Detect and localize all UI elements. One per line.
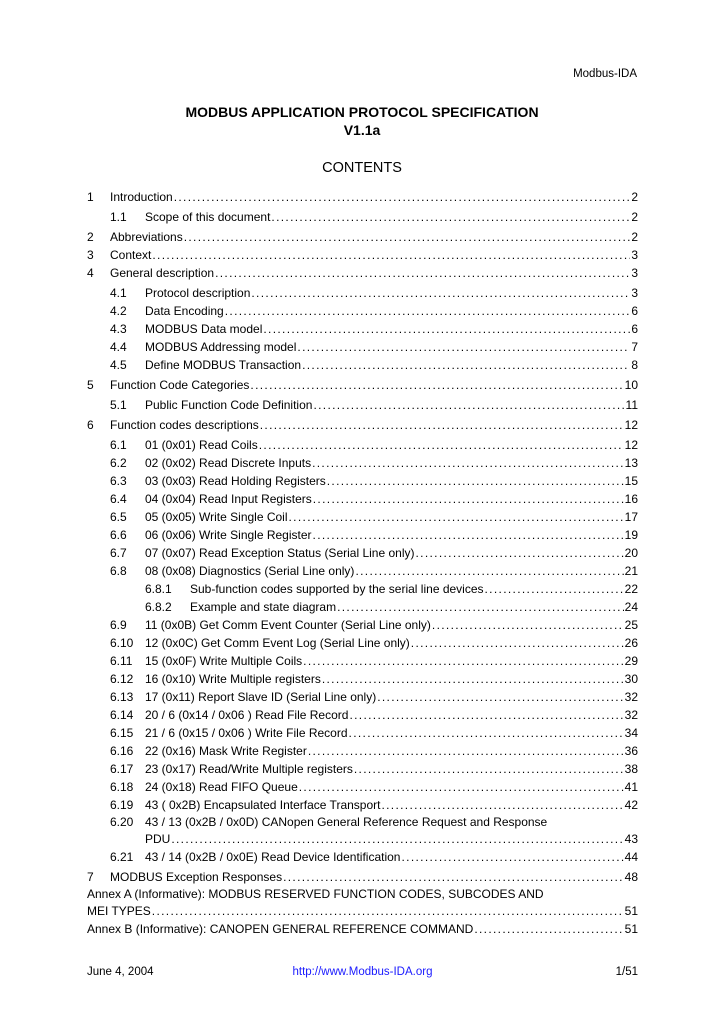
- toc-entry-page: 36: [624, 744, 638, 758]
- toc-entry-title: Function codes descriptions: [110, 418, 259, 432]
- toc-entry-title: Abbreviations: [110, 230, 183, 244]
- toc-leader-dots: [432, 616, 624, 634]
- toc-entry-number: 7: [87, 870, 94, 884]
- toc-entry-number: 6.1: [110, 438, 127, 452]
- toc-leader-dots: [171, 830, 623, 848]
- toc-entry[interactable]: [87, 598, 638, 616]
- toc-entry[interactable]: [87, 490, 638, 508]
- toc-entry-page: 2: [631, 190, 638, 204]
- toc-entry-title: Introduction: [110, 190, 173, 204]
- toc-entry-page: 26: [624, 636, 638, 650]
- toc-entry[interactable]: [87, 742, 638, 760]
- toc-leader-dots: [411, 634, 624, 652]
- table-of-contents: [87, 188, 638, 938]
- footer-page-number: 1/51: [615, 966, 638, 978]
- toc-entry-number: 1: [87, 190, 94, 204]
- toc-entry[interactable]: [87, 302, 638, 320]
- toc-entry-title: Public Function Code Definition: [145, 398, 313, 412]
- toc-entry-title: 05 (0x05) Write Single Coil: [145, 510, 288, 524]
- toc-leader-dots: [215, 264, 630, 282]
- toc-leader-dots: [271, 208, 630, 226]
- toc-entry-page: 7: [631, 340, 638, 354]
- toc-entry-number: 3: [87, 248, 94, 262]
- toc-entry[interactable]: [87, 634, 638, 652]
- toc-entry-title: 06 (0x06) Write Single Register: [145, 528, 312, 542]
- toc-entry-number: 6.17: [110, 762, 134, 776]
- toc-entry-number: 6.16: [110, 744, 134, 758]
- toc-entry-title: 03 (0x03) Read Holding Registers: [145, 474, 326, 488]
- toc-entry-page: 12: [624, 418, 638, 432]
- toc-entry[interactable]: [87, 652, 638, 670]
- toc-entry-number: 6.5: [110, 510, 127, 524]
- toc-leader-dots: [303, 652, 623, 670]
- toc-entry-title: MEI TYPES: [87, 904, 151, 918]
- toc-leader-dots: [312, 454, 624, 472]
- toc-entry[interactable]: [87, 670, 638, 688]
- toc-entry-number: 6.20: [110, 815, 134, 829]
- toc-entry-title: Data Encoding: [145, 304, 224, 318]
- toc-entry[interactable]: [87, 436, 638, 454]
- toc-entry-page: 51: [624, 922, 638, 936]
- toc-leader-dots: [152, 902, 624, 920]
- toc-entry[interactable]: [87, 208, 638, 226]
- toc-entry-number: 5.1: [110, 398, 127, 412]
- toc-entry-number: 6.9: [110, 618, 127, 632]
- toc-entry-title: Protocol description: [145, 286, 251, 300]
- toc-entry[interactable]: [87, 338, 638, 356]
- toc-leader-dots: [377, 688, 623, 706]
- toc-entry-number: 6.18: [110, 780, 134, 794]
- toc-leader-dots: [313, 526, 624, 544]
- toc-leader-dots: [283, 868, 624, 886]
- toc-entry-number: 4.1: [110, 286, 127, 300]
- toc-leader-dots: [263, 320, 630, 338]
- toc-entry-page: 38: [624, 762, 638, 776]
- toc-entry-page: 16: [624, 492, 638, 506]
- toc-entry-title: 02 (0x02) Read Discrete Inputs: [145, 456, 312, 470]
- toc-entry-page: 30: [624, 672, 638, 686]
- toc-entry-number: 2: [87, 230, 94, 244]
- toc-entry-page: 41: [624, 780, 638, 794]
- toc-entry-title: 12 (0x0C) Get Comm Event Log (Serial Line only): [145, 636, 410, 650]
- toc-entry-page: 13: [624, 456, 638, 470]
- toc-entry-title: 22 (0x16) Mask Write Register: [145, 744, 307, 758]
- toc-leader-dots: [299, 778, 624, 796]
- toc-entry-title: MODBUS Exception Responses: [110, 870, 283, 884]
- contents-heading: CONTENTS: [322, 160, 402, 176]
- toc-entry-number: 6.12: [110, 672, 134, 686]
- toc-entry[interactable]: [87, 886, 638, 920]
- toc-entry-page: 19: [624, 528, 638, 542]
- toc-entry-page: 48: [624, 870, 638, 884]
- toc-entry-title: MODBUS Data model: [145, 322, 263, 336]
- toc-entry-page: 32: [624, 690, 638, 704]
- toc-entry-title: 07 (0x07) Read Exception Status (Serial Line only): [145, 546, 415, 560]
- toc-entry[interactable]: [87, 264, 638, 282]
- toc-entry[interactable]: [87, 508, 638, 526]
- toc-entry[interactable]: [87, 920, 638, 938]
- toc-entry-page: 22: [624, 582, 638, 596]
- toc-entry-number: 6.11: [110, 654, 133, 668]
- toc-leader-dots: [337, 598, 624, 616]
- toc-entry-page: 8: [631, 358, 638, 372]
- toc-entry-page: 6: [631, 304, 638, 318]
- toc-entry[interactable]: [87, 472, 638, 490]
- toc-entry-number: 6.6: [110, 528, 127, 542]
- toc-entry[interactable]: [87, 814, 638, 848]
- toc-entry-title: General description: [110, 266, 215, 280]
- toc-entry-title: 43 / 14 (0x2B / 0x0E) Read Device Identification: [145, 850, 401, 864]
- toc-entry-page: 21: [624, 564, 638, 578]
- toc-leader-dots: [297, 338, 630, 356]
- toc-entry-title-line1: Annex A (Informative): MODBUS RESERVED FUNCTION CODES, SUBCODES AND: [87, 887, 544, 901]
- toc-entry[interactable]: [87, 688, 638, 706]
- toc-entry-page: 10: [624, 378, 638, 392]
- toc-entry-title: 17 (0x11) Report Slave ID (Serial Line only): [145, 690, 377, 704]
- toc-entry-number: 5: [87, 378, 94, 392]
- toc-entry-page: 3: [631, 248, 638, 262]
- toc-leader-dots: [355, 562, 623, 580]
- toc-leader-dots: [225, 302, 631, 320]
- toc-entry-number: 6.21: [110, 850, 134, 864]
- toc-entry[interactable]: [87, 706, 638, 724]
- toc-entry-page: 44: [624, 850, 638, 864]
- toc-entry-number: 6.19: [110, 798, 134, 812]
- toc-entry[interactable]: [87, 868, 638, 886]
- toc-entry-page: 51: [624, 904, 638, 918]
- toc-leader-dots: [174, 188, 631, 206]
- toc-entry-number: 6.15: [110, 726, 134, 740]
- toc-entry-number: 4.4: [110, 340, 127, 354]
- toc-entry-number: 4.2: [110, 304, 127, 318]
- toc-entry-title: 43 ( 0x2B) Encapsulated Interface Transport: [145, 798, 381, 812]
- toc-entry-title: 23 (0x17) Read/Write Multiple registers: [145, 762, 353, 776]
- toc-entry-number: 6.2: [110, 456, 127, 470]
- toc-entry-number: 6.7: [110, 546, 127, 560]
- toc-leader-dots: [259, 436, 624, 454]
- toc-entry[interactable]: [87, 778, 638, 796]
- toc-entry-page: 29: [624, 654, 638, 668]
- toc-entry[interactable]: [87, 454, 638, 472]
- toc-entry-title: 20 / 6 (0x14 / 0x06 ) Read File Record: [145, 708, 349, 722]
- toc-entry-number: 6.13: [110, 690, 134, 704]
- toc-entry-number: 6.14: [110, 708, 134, 722]
- toc-entry[interactable]: [87, 760, 638, 778]
- toc-entry-page: 17: [624, 510, 638, 524]
- toc-entry-page: 34: [624, 726, 638, 740]
- toc-entry-page: 24: [624, 600, 638, 614]
- toc-entry-number: 6.3: [110, 474, 127, 488]
- toc-entry-number: 4.5: [110, 358, 127, 372]
- toc-entry-page: 2: [631, 230, 638, 244]
- toc-entry-page: 32: [624, 708, 638, 722]
- toc-entry-title: PDU: [145, 832, 171, 846]
- toc-entry-page: 11: [625, 398, 638, 412]
- toc-entry[interactable]: [87, 796, 638, 814]
- toc-leader-dots: [184, 228, 631, 246]
- toc-entry-page: 2: [631, 210, 638, 224]
- toc-entry[interactable]: [87, 526, 638, 544]
- toc-entry[interactable]: [87, 724, 638, 742]
- toc-entry-page: 6: [631, 322, 638, 336]
- toc-leader-dots: [327, 472, 624, 490]
- toc-entry-number: 6.4: [110, 492, 127, 506]
- document-title: [0, 103, 724, 139]
- toc-entry-title: 15 (0x0F) Write Multiple Coils: [145, 654, 303, 668]
- toc-leader-dots: [474, 920, 623, 938]
- toc-entry-title: 21 / 6 (0x15 / 0x06 ) Write File Record: [145, 726, 348, 740]
- toc-leader-dots: [251, 284, 630, 302]
- toc-entry[interactable]: [87, 562, 638, 580]
- toc-leader-dots: [401, 848, 623, 866]
- toc-entry-page: 3: [631, 266, 638, 280]
- toc-entry-page: 12: [624, 438, 638, 452]
- toc-entry-number: 6.10: [110, 636, 134, 650]
- toc-entry-title: MODBUS Addressing model: [145, 340, 297, 354]
- toc-leader-dots: [152, 246, 630, 264]
- toc-entry-title: 08 (0x08) Diagnostics (Serial Line only): [145, 564, 355, 578]
- toc-leader-dots: [313, 490, 624, 508]
- toc-leader-dots: [313, 396, 624, 414]
- toc-entry-title: 11 (0x0B) Get Comm Event Counter (Serial Line only): [145, 618, 431, 632]
- toc-entry-page: 3: [631, 286, 638, 300]
- toc-entry[interactable]: [87, 544, 638, 562]
- footer-date: June 4, 2004: [87, 966, 154, 978]
- toc-entry[interactable]: [87, 284, 638, 302]
- toc-entry-number: 4: [87, 266, 94, 280]
- toc-entry-title: Sub-function codes supported by the serial line devices: [190, 582, 484, 596]
- toc-entry-title: 01 (0x01) Read Coils: [145, 438, 258, 452]
- toc-entry[interactable]: [87, 356, 638, 374]
- toc-leader-dots: [485, 580, 624, 598]
- toc-entry-number: 6.8.2: [145, 600, 172, 614]
- footer-url-link[interactable]: http://www.Modbus-IDA.org: [292, 966, 433, 978]
- title-line-1: MODBUS APPLICATION PROTOCOL SPECIFICATION: [185, 104, 539, 120]
- toc-leader-dots: [260, 416, 624, 434]
- toc-leader-dots: [308, 742, 624, 760]
- toc-entry-title: 24 (0x18) Read FIFO Queue: [145, 780, 298, 794]
- toc-entry-title: Example and state diagram: [190, 600, 337, 614]
- toc-entry-page: 15: [624, 474, 638, 488]
- toc-leader-dots: [349, 724, 624, 742]
- toc-entry-number: 6: [87, 418, 94, 432]
- toc-entry-number: 6.8: [110, 564, 127, 578]
- toc-entry-page: 25: [624, 618, 638, 632]
- toc-entry[interactable]: [87, 228, 638, 246]
- toc-entry-number: 4.3: [110, 322, 127, 336]
- toc-leader-dots: [381, 796, 623, 814]
- toc-entry[interactable]: [87, 376, 638, 394]
- toc-entry-title: Scope of this document: [145, 210, 271, 224]
- toc-entry-page: 43: [624, 832, 638, 846]
- toc-leader-dots: [415, 544, 623, 562]
- toc-entry[interactable]: [87, 580, 638, 598]
- toc-entry[interactable]: [87, 416, 638, 434]
- toc-entry-title: Context: [110, 248, 152, 262]
- toc-leader-dots: [354, 760, 624, 778]
- toc-entry-page: 20: [624, 546, 638, 560]
- toc-entry[interactable]: [87, 616, 638, 634]
- toc-entry-number: 1.1: [110, 210, 127, 224]
- toc-entry-title: 04 (0x04) Read Input Registers: [145, 492, 312, 506]
- toc-leader-dots: [349, 706, 623, 724]
- toc-leader-dots: [322, 670, 624, 688]
- toc-entry-number: 6.8.1: [145, 582, 172, 596]
- header-org: Modbus-IDA: [573, 68, 637, 80]
- toc-entry[interactable]: [87, 246, 638, 264]
- toc-entry[interactable]: [87, 188, 638, 206]
- toc-entry[interactable]: [87, 320, 638, 338]
- title-version: V1.1a: [343, 122, 381, 138]
- toc-leader-dots: [302, 356, 630, 374]
- toc-entry-title: Annex B (Informative): CANOPEN GENERAL REFERENCE COMMAND: [87, 922, 474, 936]
- toc-entry[interactable]: [87, 396, 638, 414]
- toc-entry-title: 16 (0x10) Write Multiple registers: [145, 672, 321, 686]
- toc-entry[interactable]: [87, 848, 638, 866]
- toc-entry-page: 42: [624, 798, 638, 812]
- toc-leader-dots: [289, 508, 624, 526]
- toc-entry-title: Function Code Categories: [110, 378, 250, 392]
- toc-entry-title: Define MODBUS Transaction: [145, 358, 302, 372]
- toc-leader-dots: [250, 376, 623, 394]
- toc-entry-title-line1: 43 / 13 (0x2B / 0x0D) CANopen General Reference Request and Response: [145, 815, 548, 829]
